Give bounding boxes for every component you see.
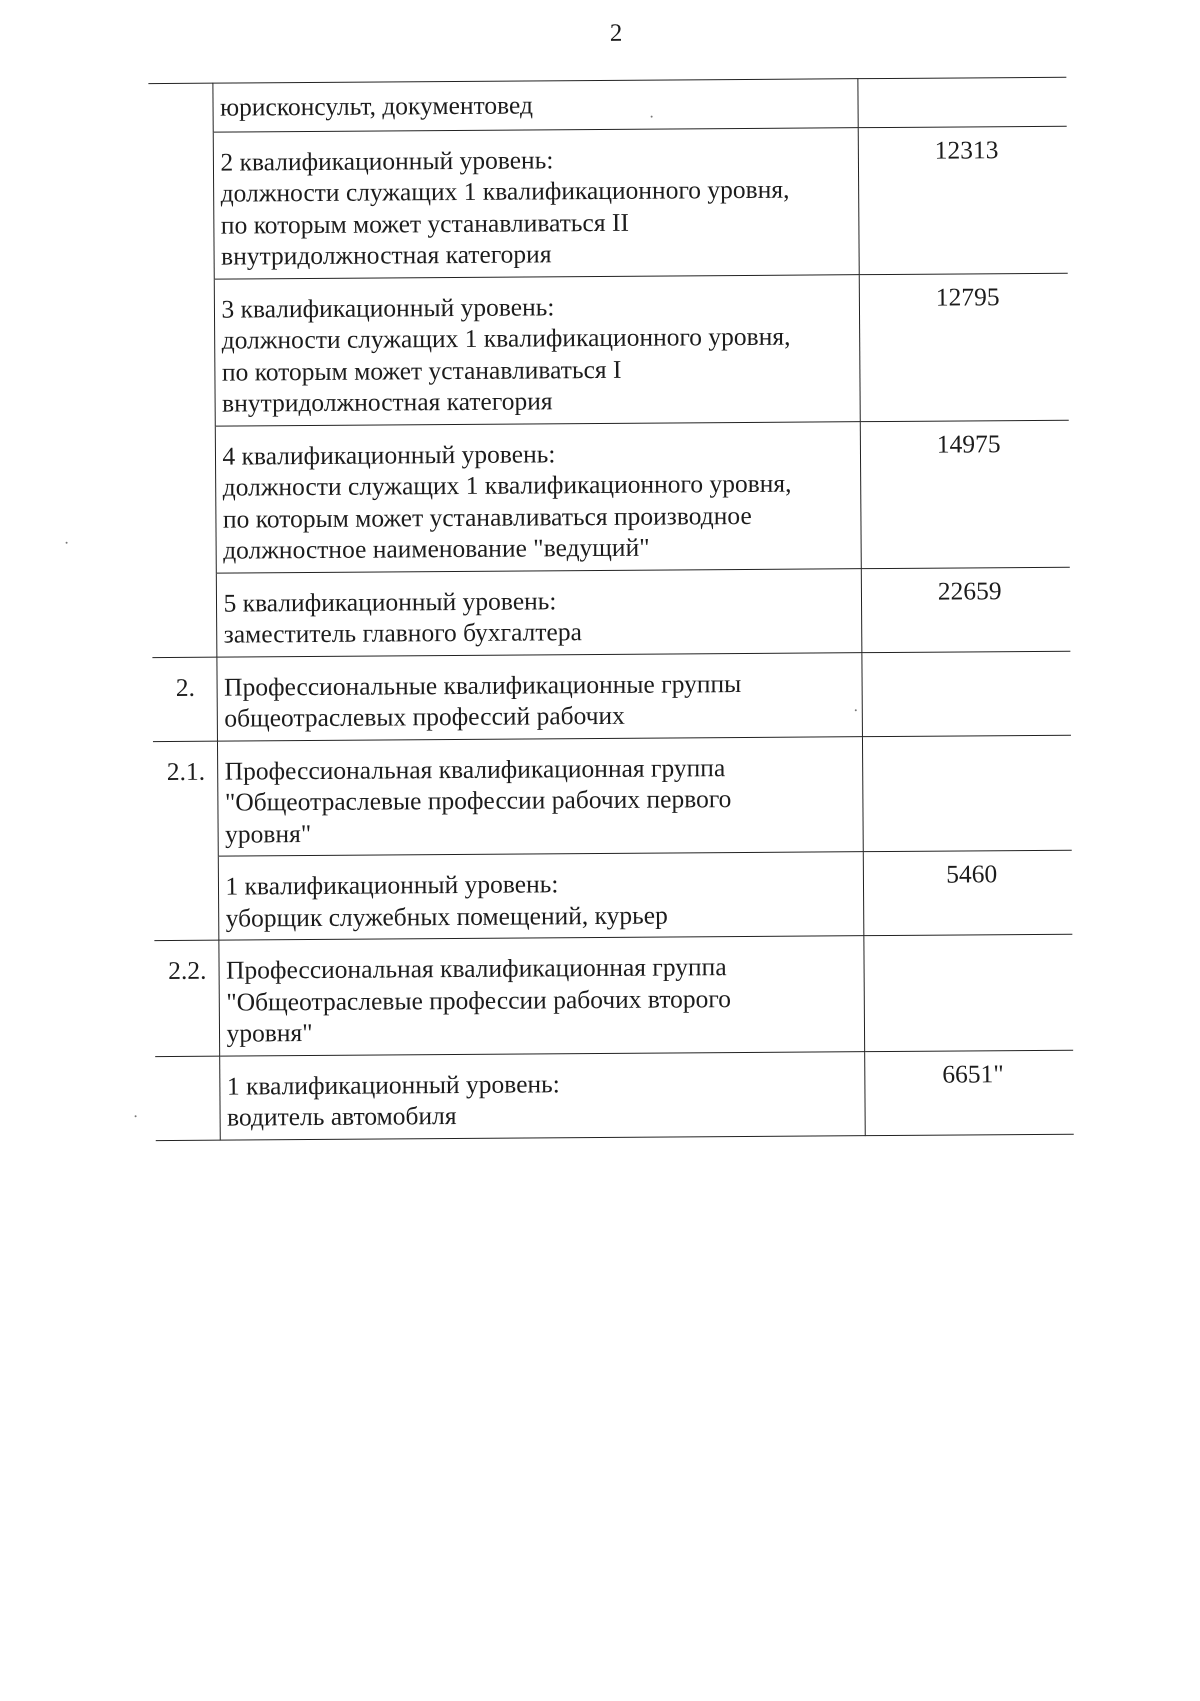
description-cell: [219, 1051, 865, 1140]
table-row: [152, 651, 1071, 741]
salary-cell: [862, 735, 1072, 852]
salary-table: [148, 77, 1073, 1141]
table-row: [149, 126, 1068, 279]
description-cell: [216, 652, 862, 741]
row-number-cell: [155, 1056, 220, 1140]
description-line: Профессиональная квалификационная группа: [225, 952, 727, 985]
description-line: заместитель главного бухгалтера: [223, 617, 582, 649]
salary-cell: [857, 77, 1066, 127]
row-number-cell: 2.2.: [154, 940, 219, 1056]
row-number-cell: [149, 132, 214, 279]
description-line: внутридолжностная категория: [222, 386, 553, 418]
salary-cell: 22659: [861, 567, 1071, 652]
description-cell: [217, 736, 863, 856]
scan-speck: [651, 116, 653, 118]
salary-cell: [861, 651, 1071, 736]
description-line: водитель автомобиля: [226, 1101, 457, 1132]
description-line: уровня": [226, 1018, 313, 1048]
description-cell: [218, 936, 864, 1056]
table-row: [155, 1050, 1074, 1140]
page-number: 2: [609, 19, 623, 47]
row-number-cell: [148, 83, 212, 132]
description-line: внутридолжностная категория: [220, 239, 552, 271]
description-line: юрисконсульт, документовед: [219, 90, 534, 122]
description-line: 3 квалификационный уровень:: [221, 291, 555, 324]
table-row: [151, 420, 1070, 573]
description-line: 1 квалификационный уровень:: [226, 1068, 560, 1101]
description-line: 2 квалификационный уровень:: [220, 144, 554, 177]
description-line: Профессиональные квалификационные группы: [223, 668, 742, 702]
salary-cell: 14975: [860, 420, 1070, 568]
row-number-cell: 2.: [152, 657, 217, 741]
description-line: 5 квалификационный уровень:: [223, 585, 557, 618]
row-number-cell: [152, 573, 217, 657]
table-row: [152, 567, 1071, 657]
salary-cell: 12313: [858, 126, 1068, 274]
description-line: должностное наименование "ведущий": [223, 532, 650, 565]
description-line: по которым может устанавливаться производное: [222, 500, 752, 534]
description-line: 1 квалификационный уровень:: [225, 869, 559, 901]
salary-cell: 12795: [859, 273, 1069, 421]
description-line: по которым может устанавливаться I: [221, 354, 622, 387]
scan-speck: [66, 542, 68, 544]
table-row: [154, 934, 1073, 1056]
description-line: Профессиональная квалификационная группа: [224, 752, 726, 786]
table-row: [154, 850, 1073, 940]
scan-speck: [135, 1115, 137, 1117]
table-row: [150, 273, 1069, 426]
salary-cell: 5460: [863, 850, 1073, 935]
row-number-cell: [151, 426, 216, 573]
salary-cell: 6651": [864, 1050, 1074, 1135]
scan-speck: [855, 709, 857, 711]
description-cell: [214, 274, 860, 425]
description-line: должности служащих 1 квалификационного уровня,: [220, 174, 790, 208]
description-line: 4 квалификационный уровень:: [222, 438, 556, 471]
description-cell: [212, 79, 857, 132]
description-cell: [218, 852, 864, 941]
description-line: должности служащих 1 квалификационного уровня,: [221, 321, 791, 355]
table-row: [148, 77, 1066, 132]
description-line: "Общеотраслевые профессии рабочих второго: [226, 983, 731, 1017]
row-number-cell: [150, 279, 215, 426]
description-line: "Общеотраслевые профессии рабочих первого: [224, 784, 732, 817]
row-number-cell: [154, 856, 219, 940]
description-line: уборщик служебных помещений, курьер: [225, 900, 668, 933]
description-cell: [215, 421, 861, 572]
description-cell: [216, 568, 862, 657]
row-number-cell: 2.1.: [153, 741, 218, 857]
description-line: по которым может устанавливаться II: [220, 207, 629, 240]
description-line: уровня": [225, 818, 312, 849]
description-line: должности служащих 1 квалификационного уровня,: [222, 468, 792, 502]
table-row: [153, 735, 1072, 857]
description-cell: [213, 127, 859, 278]
salary-cell: [863, 934, 1073, 1051]
description-line: общеотраслевых профессий рабочих: [224, 700, 625, 733]
